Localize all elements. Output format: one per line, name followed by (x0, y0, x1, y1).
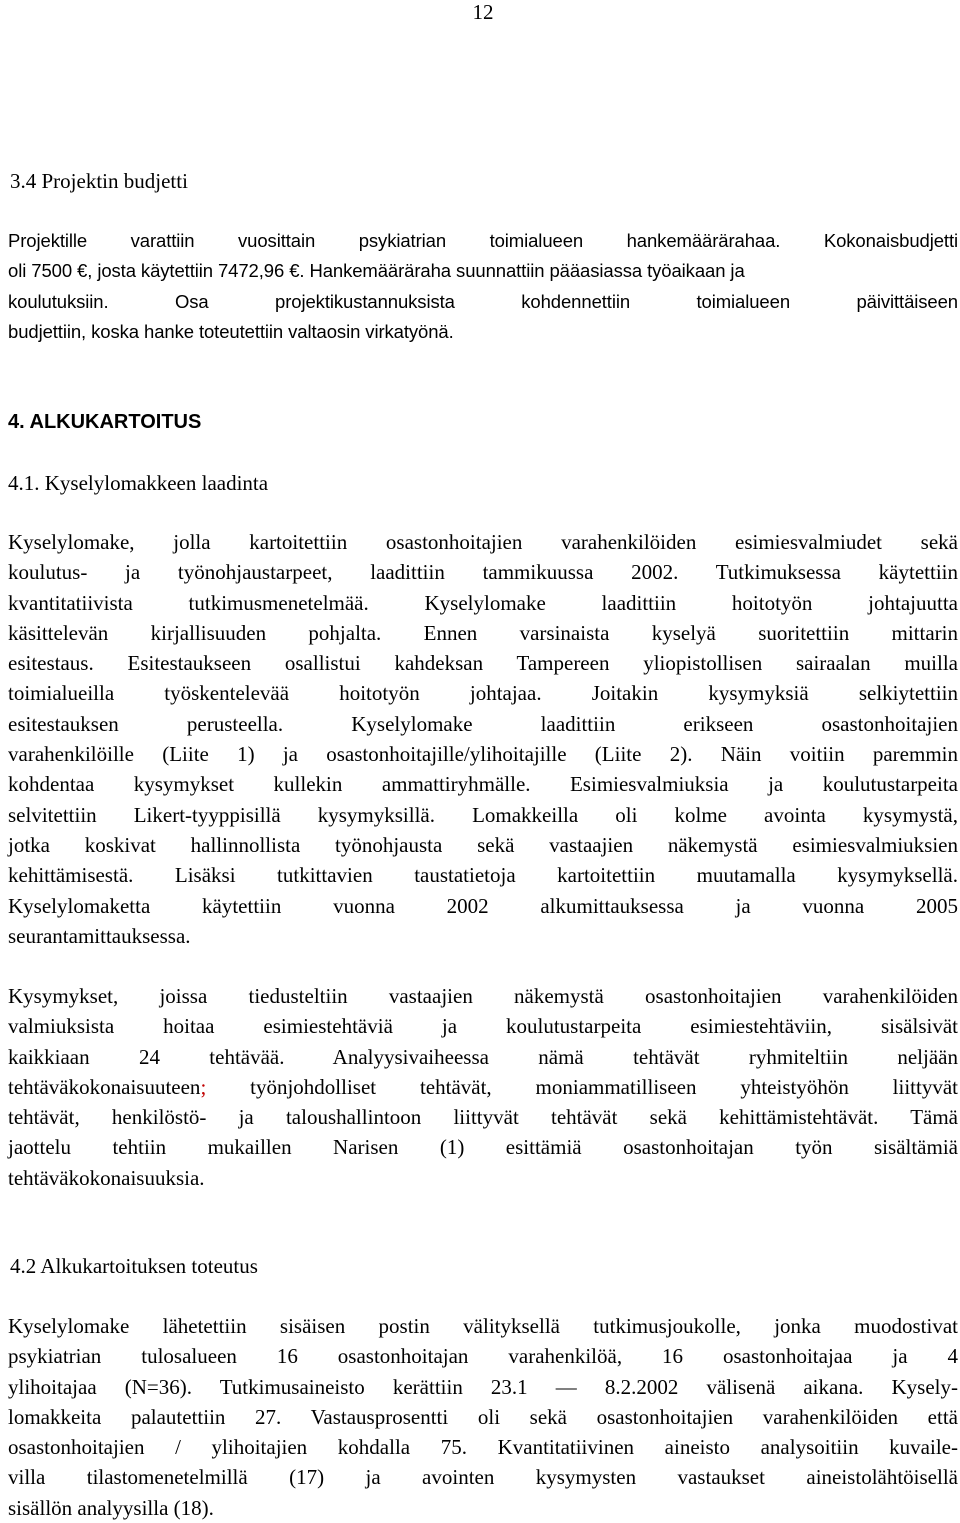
text-line: psykiatrian tulosalueen 16 osastonhoitajan varahenkilöä, 16 osastonhoitajaa ja 4 (8, 1344, 958, 1369)
text-line: jaottelu tehtiin mukaillen Narisen (1) esittämiä osastonhoitajan työn sisältämiä (8, 1135, 958, 1160)
text-line: Kyselylomake, jolla kartoitettiin osastonhoitajien varahenkilöiden esimiesvalmiudet sekä (8, 530, 958, 554)
text-line: sisällön analyysilla (18). (8, 1495, 214, 1520)
text-line: villa tilastomenetelmillä (17) ja avointen kysymysten vastaukset aineistolähtöisellä (8, 1465, 958, 1490)
highlighted-semicolon: ; (200, 1074, 207, 1099)
text-line: tehtäväkokonaisuuksia. (8, 1165, 205, 1190)
text-line: budjettiin, koska hanke toteutettiin valtaosin virkatyönä. (8, 320, 454, 342)
page-number: 12 (472, 0, 494, 24)
text-line: koulutuksiin. Osa projektikustannuksista kohdennettiin toimialueen päivittäiseen (8, 290, 958, 312)
text-line: Kyselylomaketta käytettiin vuonna 2002 alkumittauksessa ja vuonna 2005 (8, 893, 958, 918)
text-line: osastonhoitajien / ylihoitajien kohdalla 75. Kvantitatiivinen aineisto analysoitiin kuvaile- (8, 1435, 958, 1460)
text-line: selvitettiin Likert-tyyppisillä kysymyksillä. Lomakkeilla oli kolme avointa kysymystä, (8, 802, 958, 827)
text-line: varahenkilöille (Liite 1) ja osastonhoitajille/ylihoitajille (Liite 2). Näin voitiin paremmin (8, 742, 958, 767)
questionnaire-paragraph-1 (8, 527, 958, 951)
section-heading-4-1: 4.1. Kyselylomakkeen laadinta (8, 471, 269, 495)
section-heading-3-4: 3.4 Projektin budjetti (10, 169, 188, 193)
chapter-heading-4: 4. ALKUKARTOITUS (8, 411, 202, 433)
text-line: seurantamittauksessa. (8, 923, 191, 948)
text-line: käsittelevän kirjallisuuden pohjalta. Ennen varsinaista kyselyä suoritettiin mittarin (8, 620, 958, 645)
text-segment: työnjohdolliset tehtävät, moniammatilliseen yhteistyöhön liittyvät (206, 1074, 958, 1099)
text-line: Kyselylomake lähetettiin sisäisen postin välityksellä tutkimusjoukolle, jonka muodostivat (8, 1314, 958, 1338)
text-line: esitestauksen perusteella. Kyselylomake laadittiin erikseen osastonhoitajien (8, 711, 958, 736)
text-line: kaikkiaan 24 tehtävää. Analyysivaiheessa nämä tehtävät ryhmiteltiin neljään (8, 1044, 958, 1069)
text-line: koulutus- ja työnohjaustarpeet, laadittiin tammikuussa 2002. Tutkimuksessa käytettiin (8, 560, 958, 585)
text-line: oli 7500 €, josta käytettiin 7472,96 €. Hankemääräraha suunnattiin pääasiassa työaikaan ja (8, 260, 745, 282)
text-segment: tehtäväkokonaisuuteen (8, 1074, 201, 1099)
questionnaire-paragraph-2 (8, 981, 958, 1193)
text-line: jotka koskivat hallinnollista työnohjausta sekä vastaajien näkemystä esimiesvalmiuksien (8, 832, 958, 857)
text-line: kvantitatiivista tutkimusmenetelmää. Kyselylomake laadittiin hoitotyön johtajuutta (8, 590, 958, 615)
text-line (8, 1072, 958, 1102)
text-line: tehtävät, henkilöstö- ja taloushallintoon liittyvät tehtävät sekä kehittämistehtävät. Tämä (8, 1105, 958, 1130)
text-line: kehittämisestä. Lisäksi tutkittavien taustatietoja kartoitettiin muutamalla kysymyksellä. (8, 863, 958, 888)
text-line: valmiuksista hoitaa esimiestehtäviä ja koulutustarpeita esimiestehtäviin, sisälsivät (8, 1014, 958, 1039)
section-heading-4-2: 4.2 Alkukartoituksen toteutus (10, 1254, 258, 1278)
survey-execution-paragraph (8, 1311, 958, 1523)
text-line: Kysymykset, joissa tiedusteltiin vastaajien näkemystä osastonhoitajien varahenkilöiden (8, 984, 958, 1008)
text-line: Projektille varattiin vuosittain psykiatrian toimialueen hankemäärärahaa. Kokonaisbudjetti (8, 230, 958, 251)
text-line: ylihoitajaa (N=36). Tutkimusaineisto kerättiin 23.1 — 8.2.2002 välisenä aikana. Kysely- (8, 1374, 958, 1399)
text-line: esitestaus. Esitestaukseen osallistui kahdeksan Tampereen yliopistollisen sairaalan muilla (8, 651, 958, 676)
text-line: kohdentaa kysymykset kullekin ammattiryhmälle. Esimiesvalmiuksia ja koulutustarpeita (8, 772, 958, 797)
text-line: lomakkeita palautettiin 27. Vastausprosentti oli sekä osastonhoitajien varahenkilöiden että (8, 1404, 958, 1429)
budget-paragraph (8, 226, 958, 347)
text-line: toimialueilla työskentelevää hoitotyön johtajaa. Joitakin kysymyksiä selkiytettiin (8, 681, 958, 706)
